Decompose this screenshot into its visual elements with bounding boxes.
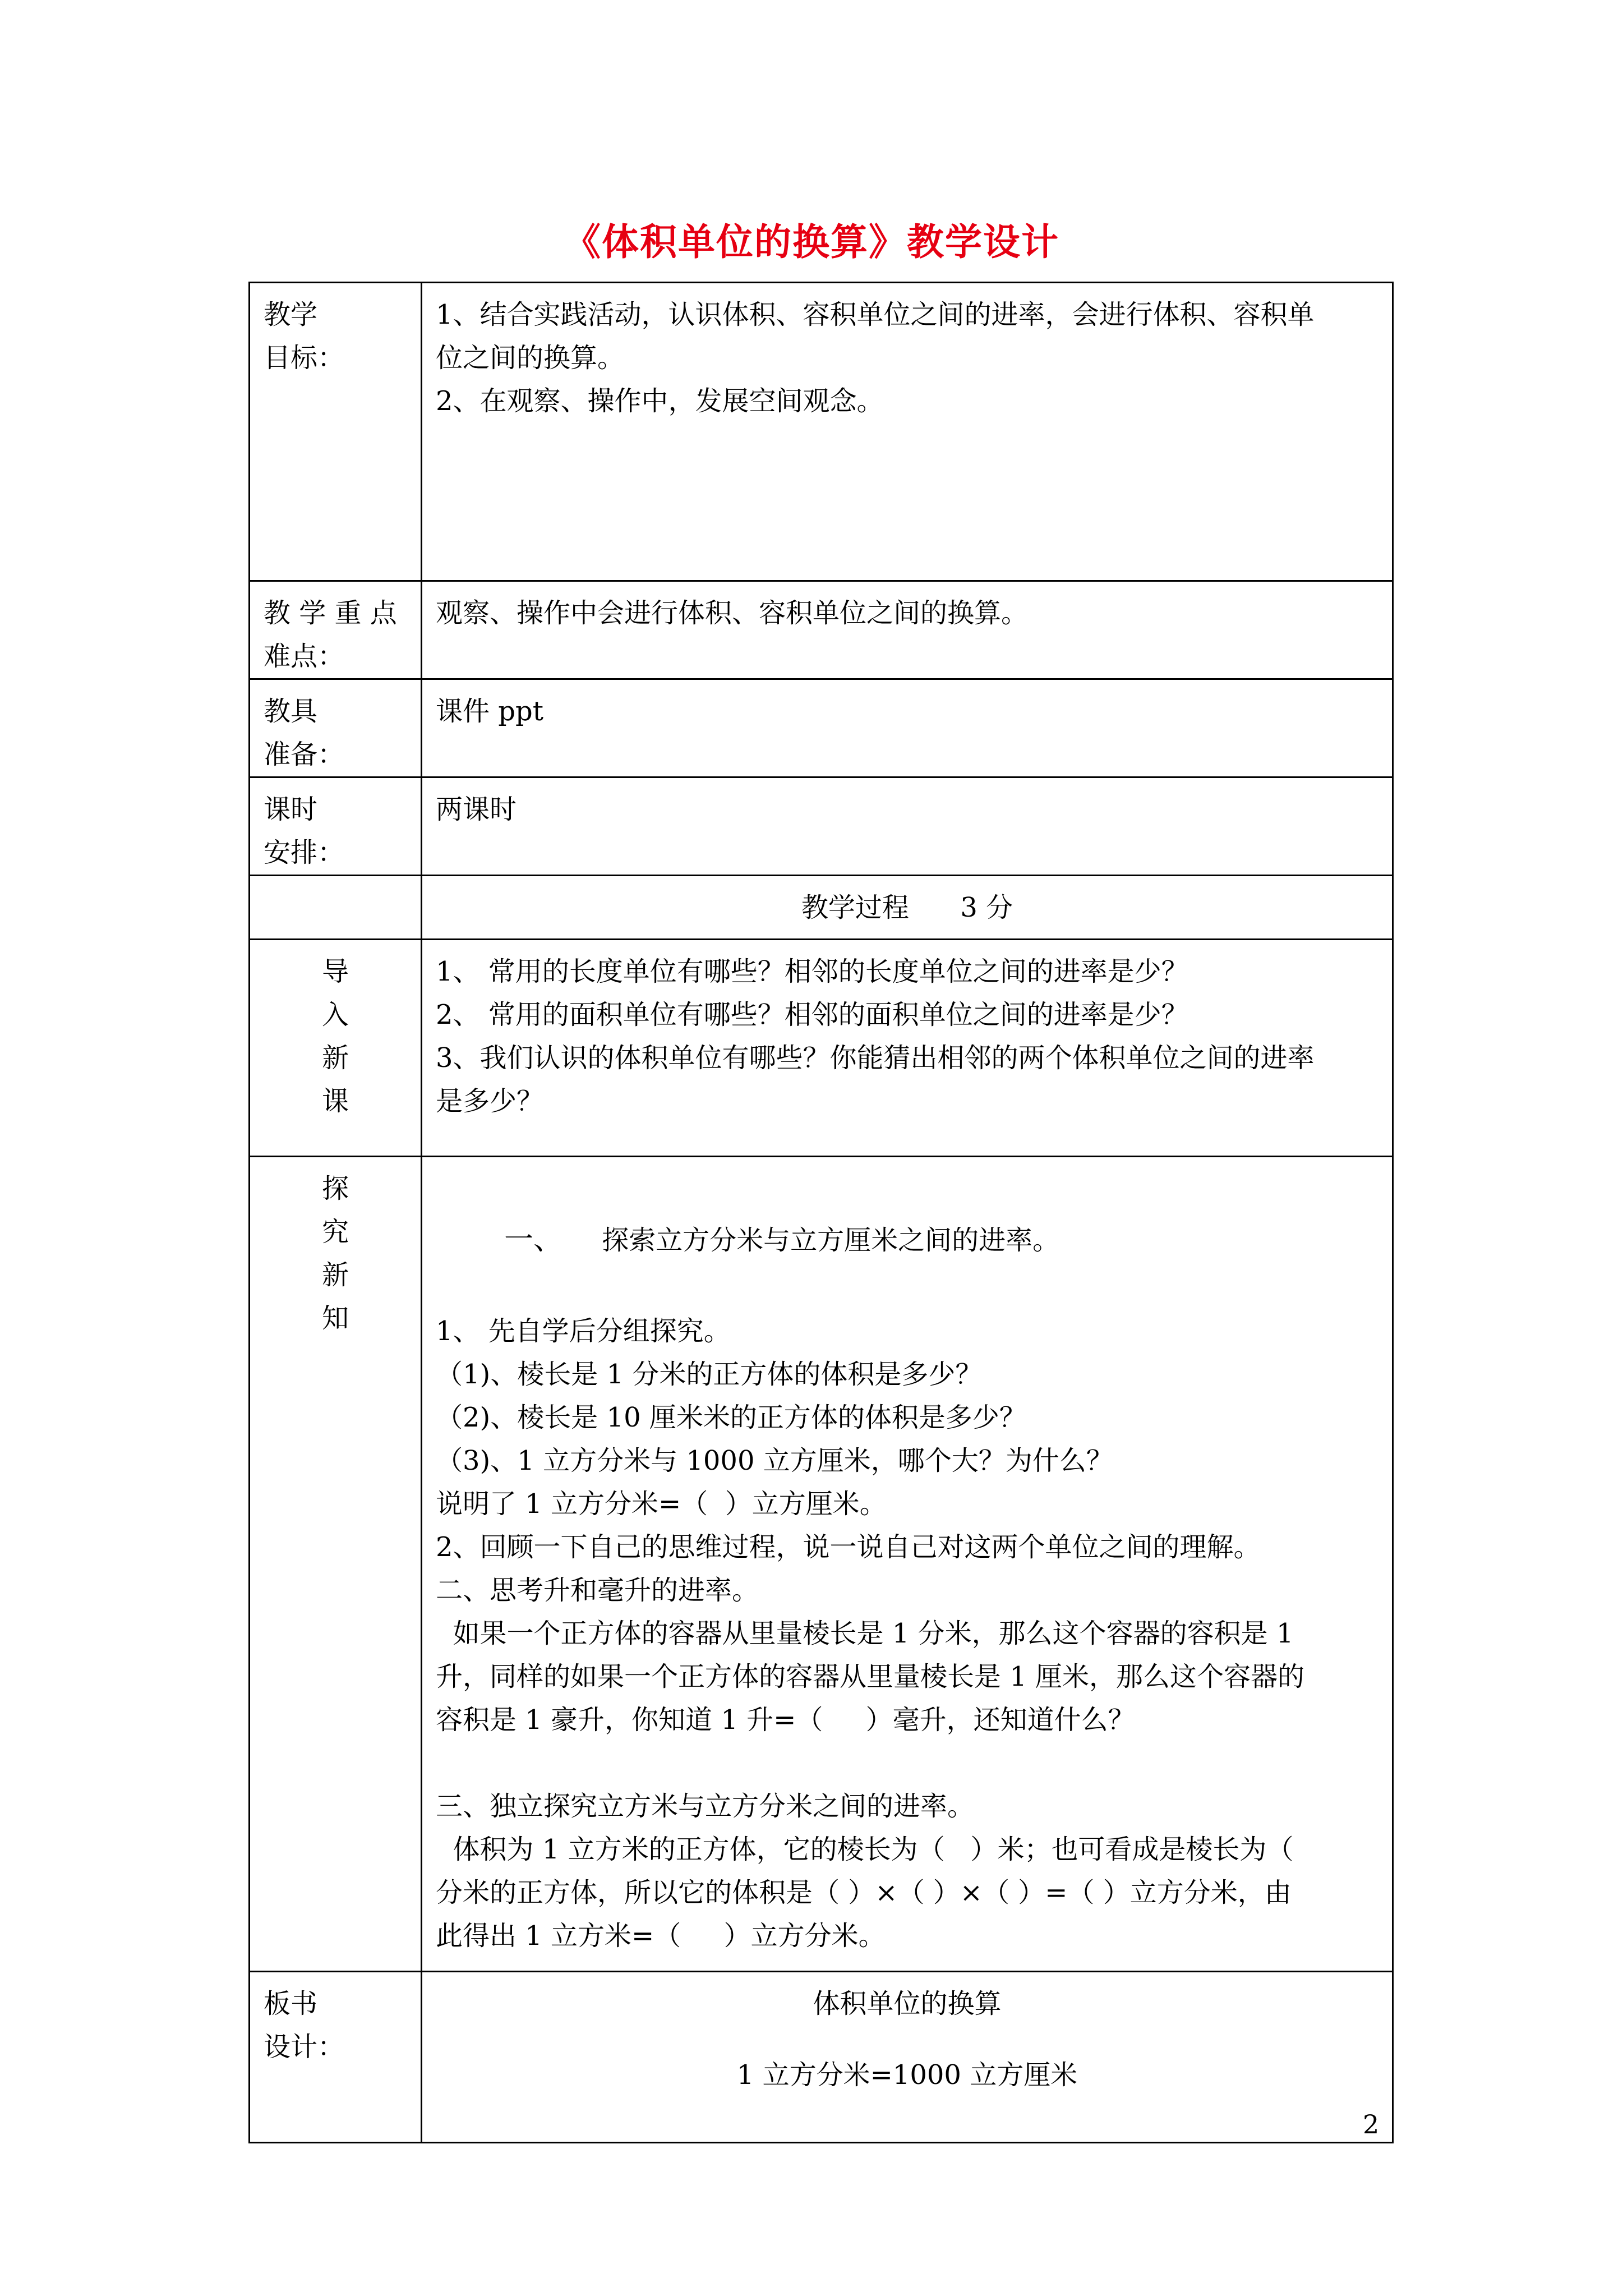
label-line: 目标： — [264, 342, 345, 374]
label-char: 知 — [321, 1303, 349, 1334]
page-number: 2 — [1363, 2109, 1380, 2139]
label-empty — [250, 876, 422, 940]
text-line: 分米的正方体，所以它的体积是（ ）×（ ）×（ ）=（ ）立方分米，由 — [436, 1877, 1292, 1908]
label-char: 入 — [321, 999, 349, 1030]
blank-line — [436, 1742, 1378, 1785]
text-line: 两课时 — [436, 794, 517, 825]
label-exploration — [250, 1157, 422, 1972]
label-line: 教 学 重 点 — [264, 597, 397, 629]
text-line: 三、独立探究立方米与立方分米之间的进率。 — [436, 1791, 975, 1822]
content-introduction — [422, 940, 1393, 1157]
text-line: 教学过程 3 分 — [801, 892, 1013, 923]
text-line: 二、思考升和毫升的进率。 — [436, 1575, 759, 1606]
text-line: 观察、操作中会进行体积、容积单位之间的换算。 — [436, 597, 1029, 629]
text-line: 1、结合实践活动，认识体积、容积单位之间的进率，会进行体积、容积单 — [436, 299, 1315, 330]
label-char: 究 — [321, 1216, 349, 1248]
content-class-hours — [422, 777, 1393, 876]
content-teaching-goals — [422, 283, 1393, 581]
text-line: （3)、1 立方分米与 1000 立方厘米，哪个大？为什么？ — [436, 1445, 1113, 1476]
board-formula: 1 立方分米=1000 立方厘米 — [736, 2059, 1078, 2091]
label-line: 安排： — [264, 837, 345, 868]
text-line: 此得出 1 立方米=（ ）立方分米。 — [436, 1920, 886, 1952]
text-line: （2)、棱长是 10 厘米米的正方体的体积是多少？ — [436, 1402, 1026, 1433]
label-char: 新 — [321, 1259, 349, 1291]
section-heading — [436, 1175, 1378, 1305]
text-line: （1)、棱长是 1 分米的正方体的体积是多少？ — [436, 1359, 983, 1390]
text-line: 如果一个正方体的容器从里量棱长是 1 分米，那么这个容器的容积是 1 — [436, 1618, 1294, 1649]
content-board-design — [422, 1972, 1393, 2143]
board-title: 体积单位的换算 — [813, 1988, 1002, 2019]
label-introduction — [250, 940, 422, 1157]
label-line: 准备： — [264, 739, 345, 770]
text-line: 是多少？ — [436, 1085, 544, 1117]
label-teaching-tools — [250, 679, 422, 777]
text-line: 1、 常用的长度单位有哪些？相邻的长度单位之间的进率是少？ — [436, 956, 1188, 987]
text-line: 2、回顾一下自己的思维过程，说一说自己对这两个单位之间的理解。 — [436, 1531, 1261, 1563]
label-class-hours — [250, 777, 422, 876]
text-line: 2、 常用的面积单位有哪些？相邻的面积单位之间的进率是少？ — [436, 999, 1188, 1030]
text-line: 1、 先自学后分组探究。 — [436, 1315, 731, 1347]
row-key-points — [250, 581, 1393, 679]
heading-text: 探索立方分米与立方厘米之间的进率。 — [602, 1225, 1060, 1256]
label-char: 探 — [321, 1173, 349, 1204]
label-line: 教具 — [264, 696, 318, 727]
row-exploration — [250, 1157, 1393, 1972]
document-title: 《体积单位的换算》教学设计 — [564, 220, 1059, 264]
label-char: 课 — [321, 1085, 349, 1117]
heading-number: 一、 — [504, 1223, 563, 1257]
blank-line — [436, 2026, 1378, 2054]
text-line: 位之间的换算。 — [436, 342, 625, 374]
row-board-design — [250, 1972, 1393, 2143]
label-char: 导 — [321, 956, 349, 987]
label-char: 新 — [321, 1042, 349, 1074]
content-key-points — [422, 581, 1393, 679]
text-line: 容积是 1 豪升，你知道 1 升=（ ）毫升，还知道什么？ — [436, 1704, 1135, 1736]
row-teaching-goals — [250, 283, 1393, 581]
label-board-design — [250, 1972, 422, 2143]
label-teaching-goals — [250, 283, 422, 581]
content-exploration — [422, 1157, 1393, 1972]
row-class-hours — [250, 777, 1393, 876]
text-line: 升，同样的如果一个正方体的容器从里量棱长是 1 厘米，那么这个容器的 — [436, 1661, 1305, 1692]
label-line: 教学 — [264, 299, 318, 330]
text-line: 2、在观察、操作中，发展空间观念。 — [436, 385, 884, 417]
text-line: 3、我们认识的体积单位有哪些？你能猜出相邻的两个体积单位之间的进率 — [436, 1042, 1315, 1074]
text-line: 体积为 1 立方米的正方体，它的棱长为（ ）米；也可看成是棱长为（ — [436, 1834, 1294, 1865]
label-line: 课时 — [264, 794, 318, 825]
label-line: 难点： — [264, 641, 345, 672]
label-line: 设计： — [264, 2031, 345, 2063]
row-introduction — [250, 940, 1393, 1157]
label-line: 板书 — [264, 1988, 318, 2019]
label-key-points — [250, 581, 422, 679]
text-line: 课件 ppt — [436, 696, 544, 727]
row-teaching-process — [250, 876, 1393, 940]
content-teaching-tools — [422, 679, 1393, 777]
text-line: 说明了 1 立方分米=（ ）立方厘米。 — [436, 1488, 887, 1520]
lesson-plan-table — [248, 282, 1394, 2143]
row-teaching-tools — [250, 679, 1393, 777]
content-teaching-process — [422, 876, 1393, 940]
